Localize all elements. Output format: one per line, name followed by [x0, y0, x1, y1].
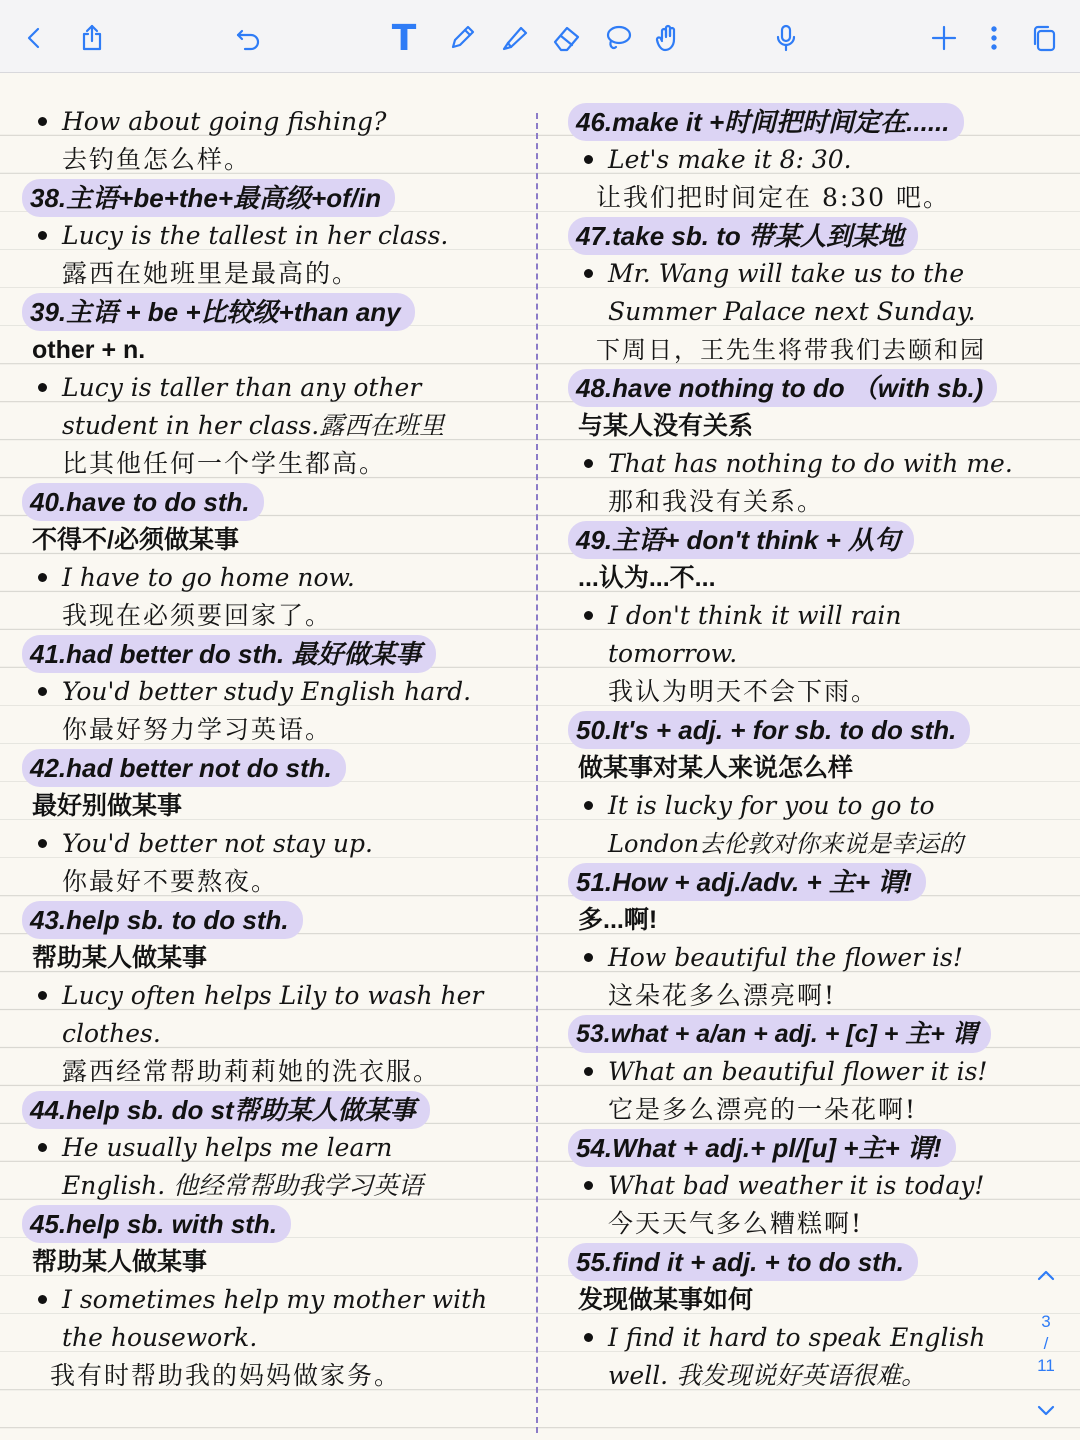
heading-55-label: 55.find it + adj. + to do sth. — [568, 1243, 918, 1281]
heading-53-label: 53.what + a/an + adj. + [c] + 主+ 谓 — [568, 1015, 991, 1053]
translation-line: 比其他任何一个学生都高。 — [62, 449, 387, 478]
heading-43-meaning: 帮助某人做某事 — [32, 944, 208, 972]
eraser-icon[interactable] — [548, 20, 584, 56]
chevron-up-icon — [1035, 1265, 1057, 1287]
highlighter-icon[interactable] — [496, 20, 532, 56]
heading-39-label: 39.主语 + be +比较级+than any — [22, 293, 415, 331]
heading-48-label: 48.have nothing to do （with sb.) — [568, 369, 997, 407]
translation-line: 你最好努力学习英语。 — [62, 715, 333, 744]
heading-54-label: 54.What + adj.+ pl/[u] +主+ 谓! — [568, 1129, 956, 1167]
heading-39-continued: other + n. — [32, 336, 146, 364]
undo-icon[interactable] — [230, 20, 266, 56]
translation-line: 去钓鱼怎么样。 — [62, 145, 252, 174]
example-line: I don't think it will rain — [568, 597, 1048, 635]
page-down-button[interactable] — [1028, 1399, 1064, 1426]
translation-line: 它是多么漂亮的一朵花啊! — [608, 1095, 918, 1124]
heading-38 — [22, 179, 522, 217]
page-separator: / — [1043, 1334, 1049, 1353]
translation-line: 你最好不要熬夜。 — [62, 867, 279, 896]
share-icon[interactable] — [74, 20, 110, 56]
heading-41-label: 41.had better do sth. 最好做某事 — [22, 635, 436, 673]
example-line: clothes. — [62, 1019, 161, 1048]
example-line: What an beautiful flower it is! — [568, 1053, 1048, 1091]
heading-47-label: 47.take sb. to 带某人到某地 — [568, 217, 918, 255]
heading-50-label: 50.It's + adj. + for sb. to do sth. — [568, 711, 970, 749]
heading-46 — [568, 103, 1048, 141]
translation-line: 让我们把时间定在 8:30 吧。 — [596, 183, 951, 212]
heading-47 — [568, 217, 1048, 255]
back-chevron-icon[interactable] — [16, 20, 52, 56]
example-line: English. 他经常帮助我学习英语 — [62, 1171, 424, 1200]
heading-42 — [22, 749, 522, 787]
heading-48 — [568, 369, 1048, 407]
total-page-count: 11 — [1037, 1356, 1055, 1375]
translation-line: 这朵花多么漂亮啊! — [608, 981, 837, 1010]
heading-55 — [568, 1243, 1048, 1281]
heading-55-meaning: 发现做某事如何 — [578, 1286, 754, 1314]
translation-line: 下周日，王先生将带我们去颐和园 — [596, 336, 986, 364]
heading-51 — [568, 863, 1048, 901]
heading-54 — [568, 1129, 1048, 1167]
example-line: He usually helps me learn — [22, 1129, 522, 1167]
more-icon[interactable] — [976, 20, 1012, 56]
heading-46-label: 46.make it +时间把时间定在...... — [568, 103, 964, 141]
translation-line: 我现在必须要回家了。 — [62, 601, 333, 630]
heading-48-meaning: 与某人没有关系 — [578, 412, 754, 440]
heading-44 — [22, 1091, 522, 1129]
heading-40-label: 40.have to do sth. — [22, 483, 264, 521]
example-line: You'd better not stay up. — [22, 825, 522, 863]
heading-49 — [568, 521, 1048, 559]
example-line: That has nothing to do with me. — [568, 445, 1048, 483]
example-line: Lucy is taller than any other — [22, 369, 522, 407]
example-line: student in her class.露西在班里 — [62, 411, 445, 440]
hand-icon[interactable] — [650, 20, 686, 56]
chevron-down-icon — [1035, 1399, 1057, 1421]
heading-40-meaning: 不得不/必须做某事 — [32, 526, 239, 554]
heading-38-label: 38.主语+be+the+最高级+of/in — [22, 179, 395, 217]
example-line: well. 我发现说好英语很难。 — [608, 1361, 927, 1390]
example-line: I sometimes help my mother with — [22, 1281, 522, 1319]
heading-44-label: 44.help sb. do st帮助某人做某事 — [22, 1091, 430, 1129]
example-line: It is lucky for you to go to — [568, 787, 1048, 825]
heading-43 — [22, 901, 522, 939]
heading-42-meaning: 最好别做某事 — [32, 792, 183, 820]
heading-41 — [22, 635, 522, 673]
example-line: Let's make it 8: 30. — [568, 141, 1048, 179]
example-line: Mr. Wang will take us to the — [568, 255, 1048, 293]
example-line: I have to go home now. — [22, 559, 522, 597]
translation-line: 今天天气多么糟糕啊! — [608, 1209, 864, 1238]
heading-40 — [22, 483, 522, 521]
example-line: the housework. — [62, 1323, 258, 1352]
lasso-icon[interactable] — [600, 20, 636, 56]
heading-49-meaning: ...认为...不... — [578, 564, 716, 592]
heading-51-meaning: 多...啊! — [578, 906, 658, 934]
translation-line: 那和我没有关系。 — [608, 487, 825, 516]
translation-line: 我有时帮助我的妈妈做家务。 — [50, 1361, 402, 1390]
heading-42-label: 42.had better not do sth. — [22, 749, 346, 787]
left-column — [22, 103, 522, 1395]
example-line: Summer Palace next Sunday. — [608, 297, 976, 326]
page-indicator — [1028, 1311, 1064, 1377]
example-line: tomorrow. — [608, 639, 738, 668]
heading-45-meaning: 帮助某人做某事 — [32, 1248, 208, 1276]
translation-line: 露西在她班里是最高的。 — [62, 259, 360, 288]
heading-45-label: 45.help sb. with sth. — [22, 1205, 291, 1243]
heading-51-label: 51.How + adj./adv. + 主+ 谓! — [568, 863, 926, 901]
heading-43-label: 43.help sb. to do sth. — [22, 901, 303, 939]
heading-49-label: 49.主语+ don't think + 从句 — [568, 521, 914, 559]
microphone-icon[interactable] — [768, 20, 804, 56]
heading-39 — [22, 293, 522, 331]
page-up-button[interactable] — [1028, 1265, 1064, 1292]
heading-45 — [22, 1205, 522, 1243]
notebook-page[interactable] — [0, 73, 1080, 1440]
pages-icon[interactable] — [1026, 20, 1062, 56]
example-line: You'd better study English hard. — [22, 673, 522, 711]
pen-icon[interactable] — [444, 20, 480, 56]
toolbar — [0, 0, 1080, 73]
translation-line: 我认为明天不会下雨。 — [608, 677, 879, 706]
example-line: How about going fishing? — [22, 103, 522, 141]
translation-line: 露西经常帮助莉莉她的洗衣服。 — [62, 1057, 441, 1086]
add-icon[interactable] — [926, 20, 962, 56]
right-column — [568, 103, 1048, 1395]
example-line: How beautiful the flower is! — [568, 939, 1048, 977]
column-divider — [536, 113, 538, 1433]
example-line: London去伦敦对你来说是幸运的 — [608, 830, 964, 858]
text-tool-icon[interactable]: T — [391, 17, 417, 59]
example-line: Lucy is the tallest in her class. — [22, 217, 522, 255]
current-page-number: 3 — [1041, 1312, 1051, 1331]
example-line: What bad weather it is today! — [568, 1167, 1048, 1205]
heading-50-meaning: 做某事对某人来说怎么样 — [578, 754, 854, 782]
example-line: Lucy often helps Lily to wash her — [22, 977, 522, 1015]
heading-53 — [568, 1015, 1048, 1053]
heading-50 — [568, 711, 1048, 749]
example-line: I find it hard to speak English — [568, 1319, 1048, 1357]
